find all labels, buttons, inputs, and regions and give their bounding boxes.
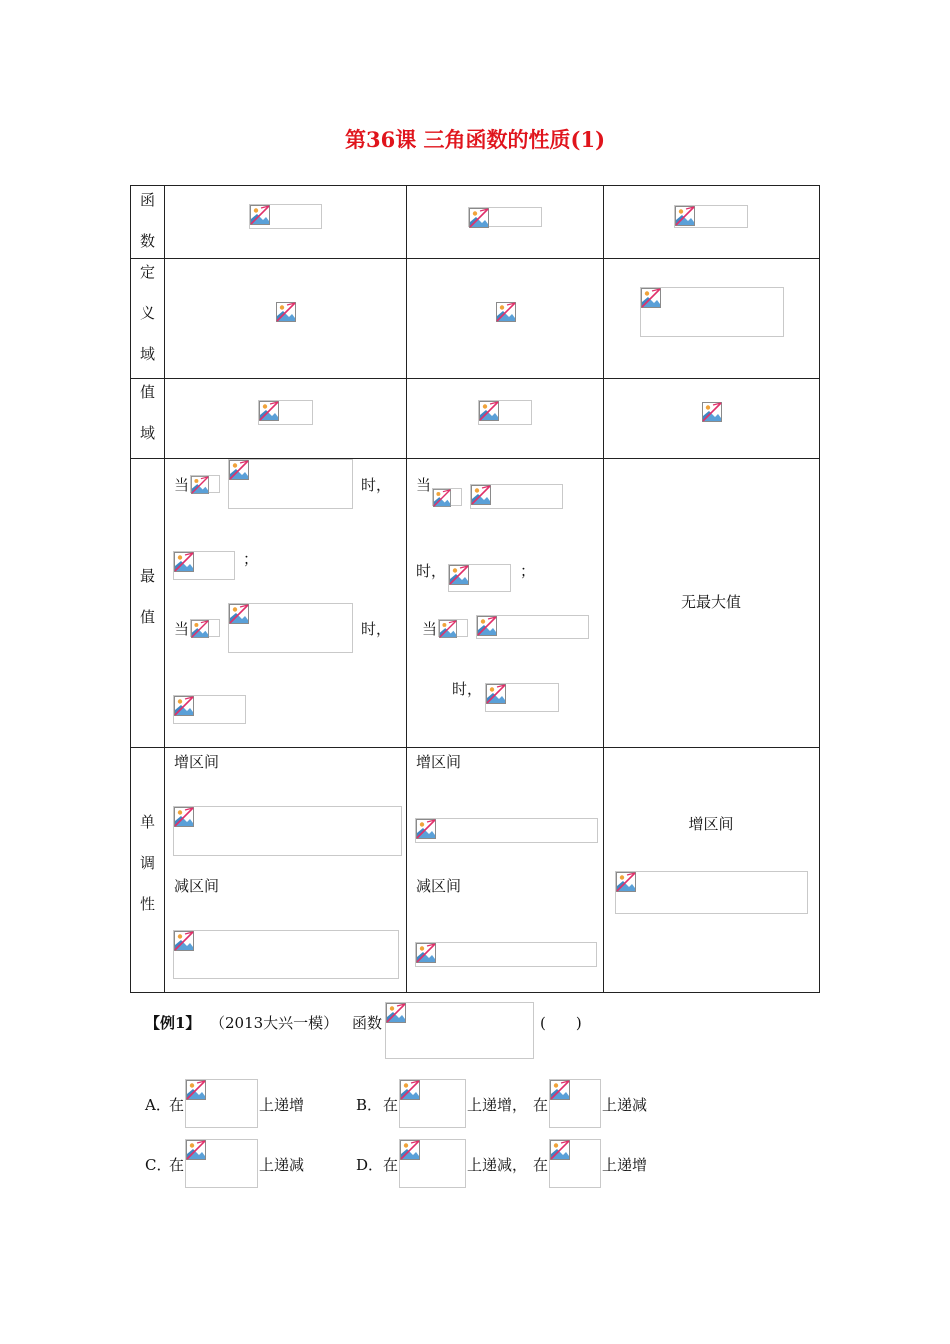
formula-image xyxy=(438,619,468,637)
example-source: （2013大兴一模） xyxy=(210,1014,339,1032)
option-d-letter[interactable]: D． xyxy=(356,1156,384,1174)
formula-image xyxy=(415,942,597,967)
option-a-letter[interactable]: A． xyxy=(145,1096,171,1114)
formula-image xyxy=(185,1079,258,1128)
page-title: 第36课 三角函数的性质(1) xyxy=(344,127,606,152)
formula-image xyxy=(399,1079,466,1128)
formula-image xyxy=(478,400,532,425)
table-col-rule xyxy=(164,185,165,993)
time-text: 时， xyxy=(416,562,447,580)
formula-image xyxy=(485,683,559,712)
when-text: 当 xyxy=(174,620,190,638)
option-b-text2: 上递减 xyxy=(602,1096,648,1114)
option-b-text1: 上递增， xyxy=(467,1096,528,1114)
example-label: 【例1】 xyxy=(145,1014,201,1032)
table-rule xyxy=(130,747,820,748)
option-d-text1: 上递减， xyxy=(467,1156,528,1174)
option-b-letter[interactable]: B． xyxy=(356,1096,383,1114)
row-label-monotonic: 单 调 性 xyxy=(139,813,155,913)
formula-image xyxy=(640,287,784,337)
formula-image xyxy=(228,603,353,653)
option-b-in: 在 xyxy=(383,1096,399,1114)
table-rule xyxy=(130,378,820,379)
formula-image xyxy=(258,400,313,425)
formula-image xyxy=(399,1139,466,1188)
formula-image xyxy=(173,551,235,580)
row-label-domain: 定 义 域 xyxy=(139,263,155,363)
formula-image xyxy=(448,564,511,592)
table-border-bottom xyxy=(130,992,820,993)
time-text: 时， xyxy=(452,680,483,698)
table-border-right xyxy=(819,185,820,993)
function-word: 函数 xyxy=(352,1014,383,1032)
formula-image xyxy=(185,1139,258,1188)
formula-image xyxy=(549,1139,601,1188)
increasing-label: 增区间 xyxy=(416,753,462,771)
table-col-rule xyxy=(603,185,604,993)
decreasing-label: 减区间 xyxy=(416,877,462,895)
row-label-extreme: 最 值 xyxy=(139,567,155,626)
formula-image xyxy=(476,615,589,639)
when-text: 当 xyxy=(174,476,190,494)
option-a-text: 上递增 xyxy=(259,1096,305,1114)
row-label-range: 值 域 xyxy=(139,383,155,442)
table-col-rule xyxy=(406,185,407,993)
formula-image xyxy=(190,475,220,493)
formula-image xyxy=(385,1002,534,1059)
formula-image xyxy=(549,1079,601,1128)
increasing-label: 增区间 xyxy=(688,815,734,833)
formula-image xyxy=(249,204,322,229)
formula-image xyxy=(276,302,296,322)
formula-image xyxy=(173,806,402,856)
increasing-label: 增区间 xyxy=(174,753,220,771)
formula-image xyxy=(173,930,399,979)
option-c-letter[interactable]: C． xyxy=(145,1156,172,1174)
table-rule xyxy=(130,258,820,259)
option-a-in: 在 xyxy=(169,1096,185,1114)
option-d-in2: 在 xyxy=(533,1156,549,1174)
formula-image xyxy=(173,695,246,724)
answer-paren: ( ) xyxy=(540,1014,582,1032)
semicolon-text: ； xyxy=(520,562,536,580)
formula-image xyxy=(674,205,748,228)
when-text: 当 xyxy=(416,476,432,494)
formula-image xyxy=(496,302,516,322)
no-max-text: 无最大值 xyxy=(680,593,741,611)
table-border-top xyxy=(130,185,820,186)
time-text: 时， xyxy=(361,476,392,494)
formula-image xyxy=(415,818,598,843)
formula-image xyxy=(470,484,563,509)
formula-image xyxy=(615,871,808,914)
formula-image xyxy=(432,488,462,506)
formula-image xyxy=(228,459,353,509)
option-d-in: 在 xyxy=(383,1156,399,1174)
formula-image xyxy=(468,207,542,227)
formula-image xyxy=(190,619,220,637)
option-c-in: 在 xyxy=(169,1156,185,1174)
option-b-in2: 在 xyxy=(533,1096,549,1114)
formula-image xyxy=(702,402,722,422)
option-c-text: 上递减 xyxy=(259,1156,305,1174)
time-text: 时， xyxy=(361,620,392,638)
decreasing-label: 减区间 xyxy=(174,877,220,895)
when-text: 当 xyxy=(422,620,438,638)
option-d-text2: 上递增 xyxy=(602,1156,648,1174)
semicolon-text: ； xyxy=(243,550,259,568)
row-label-function: 函 数 xyxy=(139,191,155,250)
